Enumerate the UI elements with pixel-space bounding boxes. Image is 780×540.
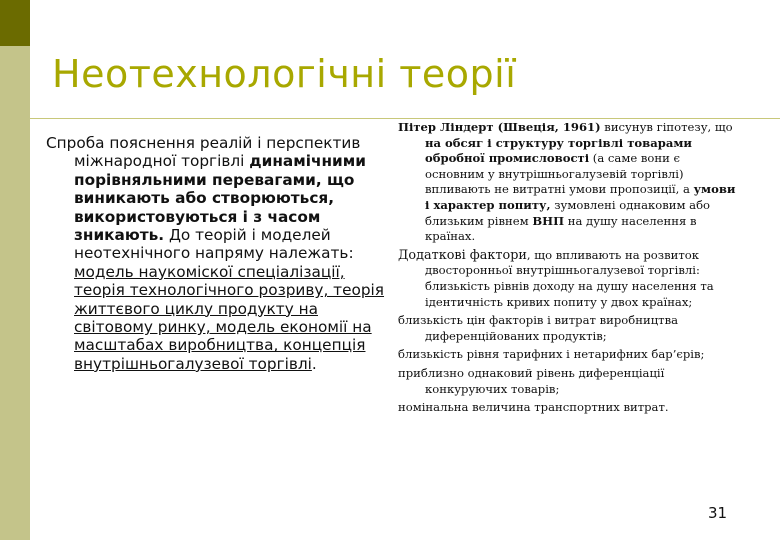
- p1-bold-3: умови і характер попиту,: [425, 182, 736, 212]
- slide-title: Неотехнологічні теорії: [52, 52, 517, 96]
- left-paragraph: [46, 134, 386, 373]
- title-divider: [30, 118, 780, 119]
- decor-strip-side: [0, 46, 30, 540]
- factors-text: , що впливають на розвиток двосторонньої внутрішньогалузевої торгівлі: близькість рівнів доходу на душу населення та ідентичність кривих попиту у двох країнах;: [425, 247, 714, 309]
- lindert-paragraph: [398, 120, 738, 245]
- decor-strip-top: [0, 0, 30, 46]
- left-column: [46, 134, 386, 373]
- p1-text-3: зумовлені однаковим або близьким рівнем: [425, 197, 711, 228]
- factors-paragraph: [398, 248, 738, 310]
- right-column: [398, 120, 738, 419]
- theory-list-link: модель наукоміскої спеціалізації, теорія технологічного розриву, теорія життєвого циклу продукту на світовому ринку, модель економії на масштабах виробництва, концепція внутрішньогалузевої торгівлі: [74, 262, 385, 373]
- transition-text: До теорій і моделей неотехнічного напряму належать:: [74, 226, 354, 263]
- factors-lead: Додаткові фактори: [398, 247, 527, 263]
- intro-text: Спроба пояснення реалій і перспектив міжнародної торгівлі: [46, 134, 361, 171]
- p1-text-4: на душу населення в країнах.: [425, 213, 697, 244]
- p1-text-1: висунув гіпотезу, що: [600, 120, 733, 134]
- bold-definition: динамічними порівняльними перевагами, що виникають або створюються, використовуються і з часом зникають.: [74, 152, 366, 245]
- factor-item: близькість рівня тарифних і нетарифних бар’єрів;: [398, 347, 705, 362]
- p1-text-2: (а саме вони є основним у внутрішньогалузевій торгівлі) впливають не витратні умови пропозиції, а: [425, 151, 694, 197]
- factor-item: приблизно однаковий рівень диференціації конкуруючих товарів;: [398, 365, 665, 396]
- author-name: Пітер Ліндерт (Швеція, 1961): [398, 120, 601, 134]
- p1-bold-2: на обсяг і структуру торгівлі товарами обробної промисловості: [425, 135, 692, 166]
- end-period: .: [311, 354, 317, 373]
- page-number: 31: [708, 504, 728, 522]
- factor-item: близькість цін факторів і витрат виробництва диференційованих продуктів;: [398, 313, 679, 343]
- p1-bold-4: ВНП: [532, 213, 565, 228]
- factor-item: номінальна величина транспортних витрат.: [398, 400, 669, 415]
